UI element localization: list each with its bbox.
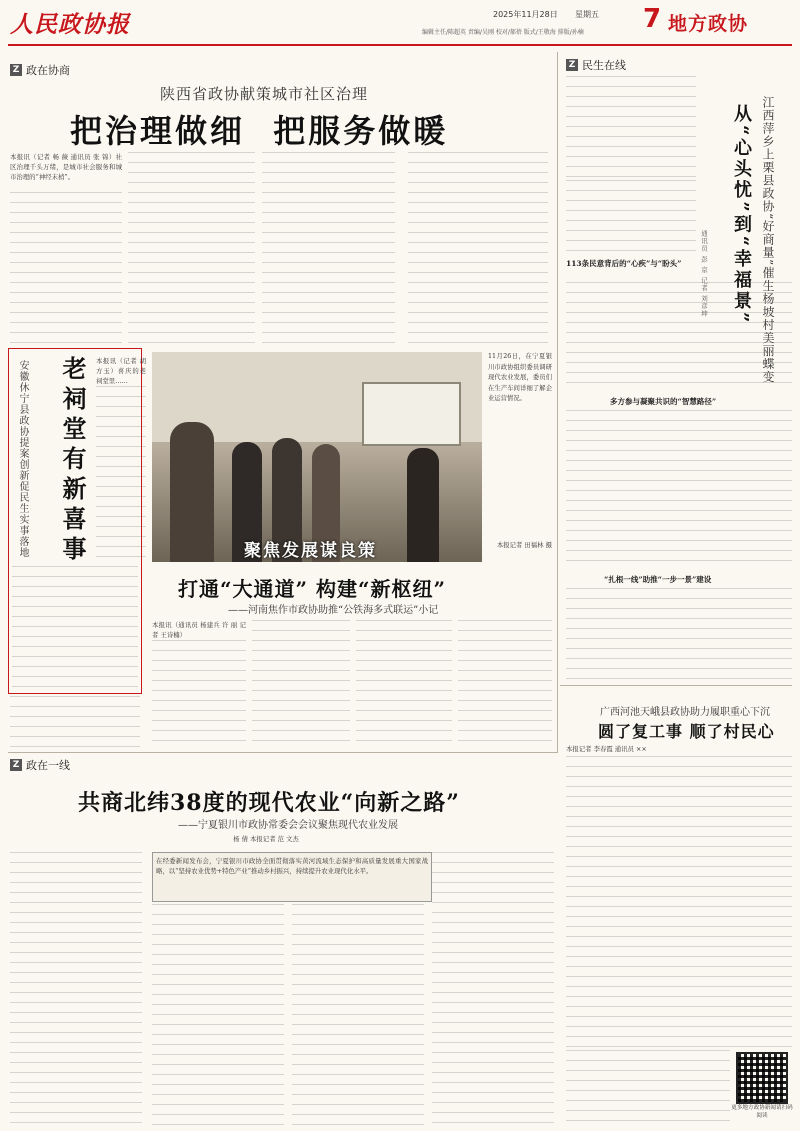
bottom-body-col4 <box>432 852 554 1126</box>
middle-subhead: ——河南焦作市政协助推“公铁海多式联运”小记 <box>228 605 439 616</box>
qr-label: 更多地方政协新闻请扫码阅读 <box>731 1105 793 1119</box>
story-byline: 本报讯（记者 畅 薇 通讯员 张 锦）社区治理千头万绪，是城市社会服务和城市治理的“神经末梢”。 <box>10 153 122 182</box>
right-vertical-subtitle: 江西萍乡上栗县政协“好商量”催生杨坡村美丽蝶变 <box>761 96 775 384</box>
middle-body-col4 <box>458 620 552 746</box>
page-name: 地方政协 <box>668 13 749 35</box>
page-number: 7 <box>643 4 662 34</box>
right-body-2 <box>566 282 792 392</box>
middle-headline: 打通“大通道” 构建“新枢纽” <box>178 577 446 601</box>
story-kicker: 陕西省政协献策城市社区治理 <box>160 85 369 103</box>
newspaper-logo: 人民政协报 <box>10 11 130 38</box>
main-column-rule <box>557 52 558 752</box>
bottom-body-col1 <box>10 852 142 1126</box>
right-bottom-body-1 <box>566 756 792 1050</box>
story-headline: 把治理做细 把服务做暖 <box>70 112 449 150</box>
middle-byline: 本报讯（通讯员 杨建兵 许 丽 记者 王诗楠） <box>152 621 246 640</box>
right-sub-heading-3: “扎根一线”助推“一步一景”建设 <box>604 575 712 584</box>
middle-body-col3 <box>356 620 452 746</box>
middle-body-col2 <box>252 620 350 746</box>
story-body-col4 <box>408 152 548 348</box>
feature-vertical-title: 老祠堂有新喜事 <box>58 356 87 566</box>
feature-photo <box>152 352 482 562</box>
feature-body-lower <box>12 566 138 688</box>
photo-caption-text: 11月26日，在宁夏银川市政协组织委员调研现代农业发展，委员们在生产车间详细了解企业运营情况。 <box>488 353 552 403</box>
right-bottom-kicker: 广西河池天峨县政协助力履职重心下沉 <box>600 707 770 718</box>
editors-line: 编辑主任/陈超英 责编/吴刚 校对/郝蓓 版式/王敬海 排版/孙楠 <box>422 29 584 36</box>
bottom-body-col2 <box>152 904 284 1126</box>
bottom-subhead: ——宁夏银川市政协常委会会议聚焦现代农业发展 <box>178 820 398 831</box>
right-body-3 <box>566 410 792 570</box>
story-body-col1 <box>10 192 122 348</box>
middle-body-col1 <box>152 640 246 746</box>
right-bottom-headline: 圆了复工事 顺了村民心 <box>598 722 775 741</box>
section-label-policy: Z 政在协商 <box>10 62 70 78</box>
feature-continued <box>10 696 140 748</box>
right-sub-heading-1: 113条民意背后的“心疾”与“盼头” <box>566 259 682 268</box>
story-body-col3 <box>262 152 395 348</box>
masthead-rule <box>8 44 792 46</box>
bottom-section-rule <box>8 752 558 753</box>
bottom-callout: 在经委新闻发布会，宁夏银川市政协全面贯彻落实黄河流域生态保护和高质量发展重大国家战略，以“坚持农业优势+特色产业”推动乡村振兴，持续提升农业现代化水平。 <box>152 852 432 902</box>
right-bottom-author: 本报记者 李春霞 通讯员 ×× <box>566 745 647 753</box>
right-sub-heading-2: 多方参与凝聚共识的“智慧路径” <box>610 397 717 406</box>
photo-person-5 <box>407 448 439 562</box>
feature-byline: 本报讯（记者 胡方玉）喜庆的老祠堂里…… <box>96 357 146 386</box>
feature-body-col <box>96 386 146 566</box>
photo-board <box>362 382 461 446</box>
qr-code[interactable] <box>736 1052 788 1104</box>
right-body-intro <box>566 76 696 180</box>
section-label-livelihood: Z 民生在线 <box>566 57 626 73</box>
issue-weekday: 星期五 <box>575 10 599 19</box>
z-icon: Z <box>10 759 22 771</box>
z-icon: Z <box>10 64 22 76</box>
photo-caption-overlay: 聚焦发展谋良策 <box>244 541 377 561</box>
right-body-4 <box>566 588 792 682</box>
issue-date: 2025年11月28日 <box>493 10 558 19</box>
story-body-col2 <box>128 152 255 348</box>
right-body-1 <box>566 180 696 254</box>
photo-caption-author: 本报记者 田福林 摄 <box>496 541 552 549</box>
bottom-headline: 共商北纬38度的现代农业“向新之路” <box>78 790 460 816</box>
right-author: 通讯员 彭 京 记者 刘彦坤 <box>700 230 708 318</box>
z-icon: Z <box>566 59 578 71</box>
bottom-body-col3 <box>292 904 424 1126</box>
feature-vertical-subtitle: 安徽休宁县政协提案创新促民生实事落地 <box>17 360 28 558</box>
masthead <box>0 0 800 50</box>
bottom-byline: 杨 倩 本报记者 范 文杰 <box>233 835 299 843</box>
right-section-rule <box>560 685 792 686</box>
photo-person-1 <box>170 422 214 562</box>
section-label-frontline: Z 政在一线 <box>10 757 70 773</box>
right-bottom-body-2 <box>566 1050 730 1126</box>
right-vertical-title: 从“心头忧”到“幸福景” <box>731 104 752 326</box>
